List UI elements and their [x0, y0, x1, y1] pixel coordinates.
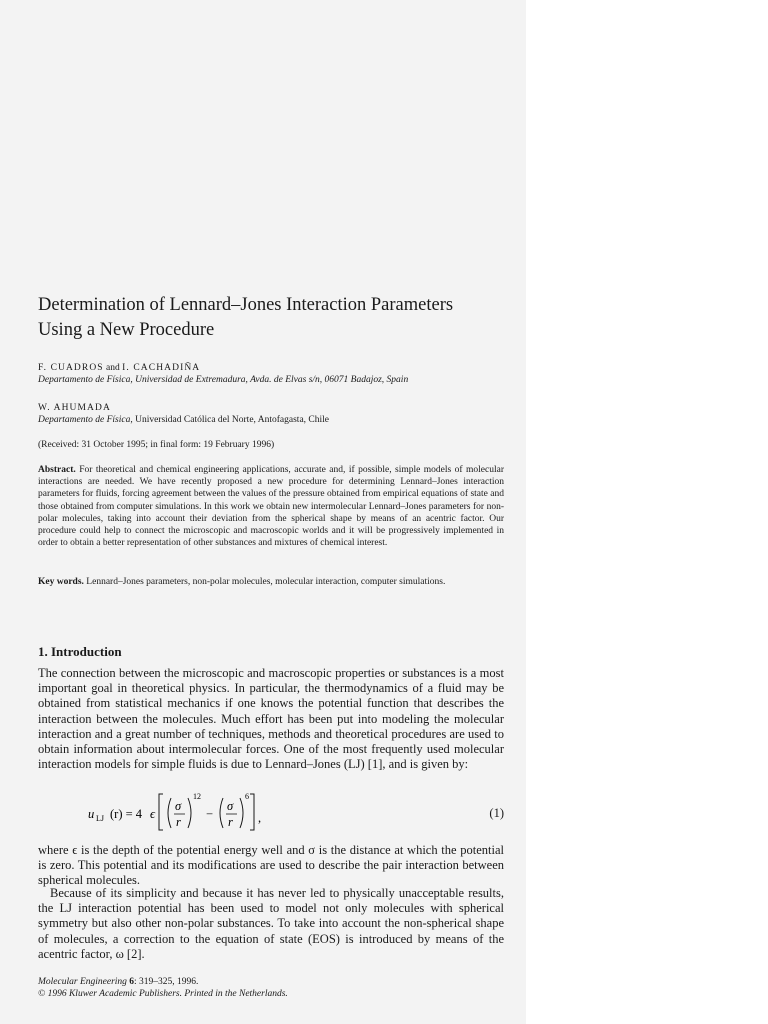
- journal-name: Molecular Engineering: [38, 977, 127, 987]
- intro-paragraph-2: Because of its simplicity and because it has never led to physically unacceptable results, the LJ interaction potential has been used to model not only molecules with spherical symmetry but also other non-polar substances. To take into account the non-spherical shape of molecules, a correction to the equation of state (EOS) is introduced by means of the acentric factor, ω [2].: [38, 886, 504, 961]
- abstract: [38, 464, 504, 549]
- author-name: F. CUADROS: [38, 363, 104, 373]
- keywords-text: Lennard–Jones parameters, non-polar molecules, molecular interaction, computer simulations.: [86, 577, 446, 587]
- paper-title: [38, 293, 518, 343]
- affiliation-institution: , Universidad Católica del Norte, Antofagasta, Chile: [130, 415, 329, 425]
- eq-bracket-left: [159, 794, 163, 830]
- author-name: W. AHUMADA: [38, 403, 111, 413]
- title-line-2: Using a New Procedure: [38, 320, 215, 340]
- eq-comma: ,: [258, 811, 262, 825]
- affiliation-department: Departamento de Física: [38, 415, 131, 425]
- eq-exponent-12: 12: [193, 792, 201, 801]
- eq-subscript-lj: LJ: [96, 814, 104, 823]
- journal-footer: [38, 976, 288, 1000]
- author-conjunction: and: [106, 363, 120, 373]
- intro-paragraph: The connection between the microscopic and macroscopic properties or substances is a most important goal in theoretical physics. In particular, the thermodynamics of a fluid may be obtained from statistical mechanics if one knows the potential function that describes the interaction between the molecules. Much effort has been put into modeling the molecular interaction and a great number of techniques, methods and theoretical procedures are used to obtain information about intermolecular forces. One of the most frequently used molecular interaction models for simple fluids is due to Lennard–Jones (LJ) [1], and is given by:: [38, 666, 504, 772]
- abstract-label: Abstract.: [38, 465, 76, 475]
- eq-epsilon: ϵ: [150, 807, 156, 821]
- keywords: [38, 576, 504, 588]
- equation-number: (1): [489, 806, 504, 820]
- eq-u: u: [88, 807, 95, 821]
- eq-paren-left: [168, 798, 171, 828]
- eq-r: r: [228, 815, 233, 829]
- author-group-2: [38, 402, 518, 426]
- eq-lhs-arg: (r) = 4: [110, 807, 143, 821]
- author-names: [38, 362, 518, 374]
- journal-volume: 6: [129, 977, 135, 987]
- eq-sigma: σ: [227, 799, 234, 813]
- equation-graphic: [38, 788, 338, 836]
- abstract-text: For theoretical and chemical engineering applications, accurate and, if possible, simple models of molecular interactions are needed. We have recently proposed a new procedure for determining Lennard–Jones interaction parameters for fluids, forcing agreement between the values of the pressure obtained from empirical equations of state and those obtained from computer simulations. In this work we obtain new intermolecular Lennard–Jones parameters for non-polar molecules, taking into account their deviation from the spherical shape by means of an acentric factor. Our procedure could help to connect the microscopic and macroscopic worlds and it will be progressively implemented in order to obtain a better representation of other substances and mixtures of chemical interest.: [38, 465, 505, 549]
- eq-minus: −: [206, 807, 214, 821]
- section-heading: 1. Introduction: [38, 644, 122, 659]
- author-affiliation: Departamento de Física, Universidad de Extremadura, Avda. de Elvas s/n, 06071 Badajoz, Spain: [38, 375, 409, 385]
- equation-lj-potential: [38, 788, 504, 836]
- equation-explanation: where ϵ is the depth of the potential energy well and σ is the distance at which the potential is zero. This potential and its modifications are used to describe the pair interaction between spherical molecules.: [38, 843, 504, 888]
- eq-sigma: σ: [175, 799, 182, 813]
- eq-exponent-6: 6: [245, 792, 249, 801]
- journal-citation: [38, 976, 288, 988]
- author-group-1: [38, 362, 518, 386]
- journal-pages: : 319–325, 1996.: [134, 977, 199, 987]
- eq-paren-left: [220, 798, 223, 828]
- author-name: I. CACHADIÑA: [122, 363, 201, 373]
- eq-bracket-right: [250, 794, 254, 830]
- received-dates: (Received: 31 October 1995; in final form: 19 February 1996): [38, 440, 275, 450]
- eq-paren-right: [188, 798, 191, 828]
- eq-paren-right: [240, 798, 243, 828]
- author-affiliation: [38, 414, 518, 426]
- eq-r: r: [176, 815, 181, 829]
- keywords-label: Key words.: [38, 577, 84, 587]
- copyright-line: © 1996 Kluwer Academic Publishers. Printed in the Netherlands.: [38, 989, 288, 999]
- title-line-1: Determination of Lennard–Jones Interaction Parameters: [38, 295, 454, 315]
